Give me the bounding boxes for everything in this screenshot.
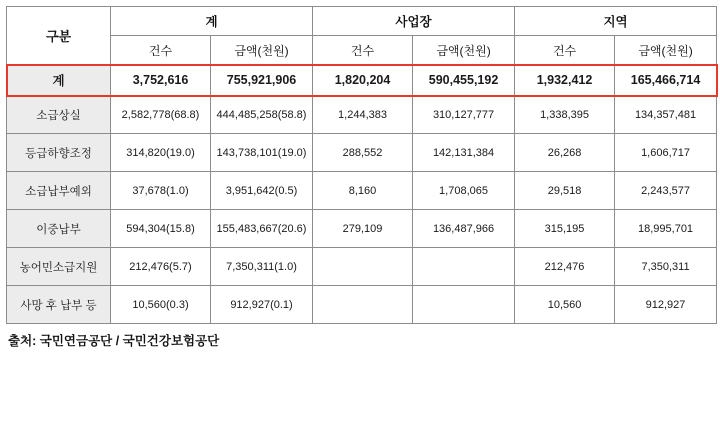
cell-total-amount-region: 165,466,714 — [615, 65, 717, 96]
cell-total-amount-workplace: 590,455,192 — [413, 65, 515, 96]
table-row — [7, 210, 717, 248]
cell-amount-total: 912,927(0.1) — [211, 286, 313, 324]
cell-count-region: 26,268 — [515, 134, 615, 172]
cell-total-count-region: 1,932,412 — [515, 65, 615, 96]
row-label: 소급납부예외 — [7, 172, 111, 210]
header-group-region: 지역 — [515, 7, 717, 36]
row-label-total: 계 — [7, 65, 111, 96]
cell-amount-region: 134,357,481 — [615, 96, 717, 134]
table-row — [7, 248, 717, 286]
header-group-workplace: 사업장 — [313, 7, 515, 36]
header-sub-count-region: 건수 — [515, 36, 615, 65]
cell-count-workplace: 8,160 — [313, 172, 413, 210]
cell-count-region: 10,560 — [515, 286, 615, 324]
cell-total-count-workplace: 1,820,204 — [313, 65, 413, 96]
row-label: 소급상실 — [7, 96, 111, 134]
cell-amount-workplace: 1,708,065 — [413, 172, 515, 210]
cell-total-count-total: 3,752,616 — [111, 65, 211, 96]
header-sub-count-total: 건수 — [111, 36, 211, 65]
table-row — [7, 134, 717, 172]
cell-amount-workplace: 142,131,384 — [413, 134, 515, 172]
header-corner-gubun: 구분 — [7, 7, 111, 65]
header-sub-amount-region: 금액(천원) — [615, 36, 717, 65]
cell-amount-workplace: 136,487,966 — [413, 210, 515, 248]
cell-amount-region: 1,606,717 — [615, 134, 717, 172]
row-label: 사망 후 납부 등 — [7, 286, 111, 324]
cell-count-total: 10,560(0.3) — [111, 286, 211, 324]
table-body — [7, 65, 717, 324]
header-sub-count-workplace: 건수 — [313, 36, 413, 65]
row-label: 이중납부 — [7, 210, 111, 248]
table-row — [7, 286, 717, 324]
cell-amount-total: 7,350,311(1.0) — [211, 248, 313, 286]
header-sub-amount-total: 금액(천원) — [211, 36, 313, 65]
cell-count-workplace: 1,244,383 — [313, 96, 413, 134]
cell-amount-total: 143,738,101(19.0) — [211, 134, 313, 172]
row-label: 농어민소급지원 — [7, 248, 111, 286]
table-row — [7, 96, 717, 134]
cell-amount-region: 18,995,701 — [615, 210, 717, 248]
cell-count-region: 1,338,395 — [515, 96, 615, 134]
statistics-table — [6, 6, 717, 324]
cell-amount-total: 155,483,667(20.6) — [211, 210, 313, 248]
cell-amount-region: 2,243,577 — [615, 172, 717, 210]
cell-count-workplace — [313, 248, 413, 286]
table-header-row-group — [7, 7, 717, 36]
cell-amount-region: 912,927 — [615, 286, 717, 324]
cell-amount-workplace: 310,127,777 — [413, 96, 515, 134]
row-label: 등급하향조정 — [7, 134, 111, 172]
cell-amount-total: 3,951,642(0.5) — [211, 172, 313, 210]
cell-amount-region: 7,350,311 — [615, 248, 717, 286]
cell-count-region: 212,476 — [515, 248, 615, 286]
header-sub-amount-workplace: 금액(천원) — [413, 36, 515, 65]
cell-count-total: 37,678(1.0) — [111, 172, 211, 210]
cell-count-total: 2,582,778(68.8) — [111, 96, 211, 134]
cell-count-region: 315,195 — [515, 210, 615, 248]
cell-count-region: 29,518 — [515, 172, 615, 210]
cell-count-workplace — [313, 286, 413, 324]
table-header-row-sub — [7, 36, 717, 65]
cell-total-amount-total: 755,921,906 — [211, 65, 313, 96]
cell-amount-workplace — [413, 286, 515, 324]
cell-count-workplace: 279,109 — [313, 210, 413, 248]
cell-count-total: 594,304(15.8) — [111, 210, 211, 248]
cell-count-workplace: 288,552 — [313, 134, 413, 172]
cell-amount-workplace — [413, 248, 515, 286]
table-row-total — [7, 65, 717, 96]
table-row — [7, 172, 717, 210]
table-header — [7, 7, 717, 65]
cell-count-total: 212,476(5.7) — [111, 248, 211, 286]
cell-count-total: 314,820(19.0) — [111, 134, 211, 172]
source-note: 출처: 국민연금공단 / 국민건강보험공단 — [8, 334, 220, 348]
header-group-total: 계 — [111, 7, 313, 36]
cell-amount-total: 444,485,258(58.8) — [211, 96, 313, 134]
